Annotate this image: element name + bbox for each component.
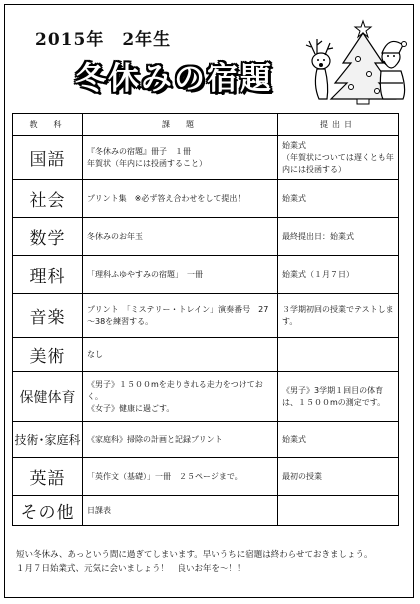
table-row <box>13 496 399 526</box>
header <box>5 5 415 115</box>
task-line: 《男子》１５００mを走りきれる走力をつけておく。 <box>87 379 263 401</box>
footer-message <box>16 548 402 576</box>
table-row <box>13 294 399 338</box>
subject-cell: その他 <box>13 496 83 526</box>
task-cell <box>83 294 278 338</box>
due-cell <box>278 338 399 372</box>
due-cell <box>278 294 399 338</box>
due-cell <box>278 136 399 180</box>
task-line: 《家庭科》掃除の計画と記録プリント <box>87 434 223 444</box>
task-line: プリント集 ※必ず答え合わせをして提出！ <box>87 193 246 203</box>
due-cell <box>278 458 399 496</box>
due-line: 始業式 <box>282 193 306 203</box>
subject-cell: 社会 <box>13 180 83 218</box>
due-line: 始業式 <box>282 434 306 444</box>
task-cell <box>83 338 278 372</box>
subject-cell: 保健体育 <box>13 372 83 422</box>
due-line: 最初の授業 <box>282 471 322 481</box>
reindeer-christmas-tree-santa-icon <box>303 19 409 105</box>
subject-cell: 数学 <box>13 218 83 256</box>
table-row <box>13 458 399 496</box>
task-line: 《女子》健康に過ごす。 <box>87 403 175 413</box>
due-cell <box>278 180 399 218</box>
subject-cell: 国語 <box>13 136 83 180</box>
subject-cell: 理科 <box>13 256 83 294</box>
due-line: 最終提出日：始業式 <box>282 231 354 241</box>
table-row <box>13 372 399 422</box>
due-line: 《男子》3学期１回目の体育は、１５００mの測定です。 <box>282 385 386 407</box>
footer-line: 短い冬休み、あっという間に過ぎてしまいます。早いうちに宿題は終わらせておきましょう。 <box>16 550 373 560</box>
due-cell <box>278 218 399 256</box>
subject-cell: 音楽 <box>13 294 83 338</box>
task-column-header: 課 題 <box>83 114 278 136</box>
subject-cell: 技術･家庭科 <box>13 422 83 458</box>
task-line: 「英作文（基礎）」一冊 ２５ページまで。 <box>87 471 243 481</box>
due-cell <box>278 256 399 294</box>
subject-cell: 美術 <box>13 338 83 372</box>
task-cell <box>83 256 278 294</box>
due-line: 始業式（１月７日） <box>282 269 354 279</box>
due-cell <box>278 372 399 422</box>
task-line: 日課表 <box>87 505 111 515</box>
table-row <box>13 256 399 294</box>
table-header-row <box>13 114 399 136</box>
task-line: 『冬休みの宿題』冊子 １冊 <box>87 146 191 156</box>
subject-cell: 英語 <box>13 458 83 496</box>
task-cell <box>83 458 278 496</box>
task-cell <box>83 218 278 256</box>
due-line: 始業式 <box>282 140 306 150</box>
task-cell <box>83 422 278 458</box>
table-row <box>13 422 399 458</box>
task-line: 「理科ふゆやすみの宿題」 一冊 <box>87 269 203 279</box>
task-cell <box>83 372 278 422</box>
due-cell <box>278 496 399 526</box>
due-line: （年賀状については遅くとも年内には投函する） <box>282 152 394 174</box>
due-column-header: 提出日 <box>278 114 399 136</box>
task-cell <box>83 136 278 180</box>
table-row <box>13 338 399 372</box>
task-cell <box>83 496 278 526</box>
task-line: 年賀状（年内には投函すること） <box>87 158 207 168</box>
subject-column-header: 教 科 <box>13 114 83 136</box>
year-grade-line: 2015年 2年生 <box>35 30 172 50</box>
task-line: プリント 「ミステリー・トレイン」演奏番号 27～38を練習する。 <box>87 304 269 326</box>
task-line: なし <box>87 349 103 359</box>
task-line: 冬休みのお年玉 <box>87 231 143 241</box>
table-row <box>13 180 399 218</box>
table-row <box>13 218 399 256</box>
footer-line: １月７日始業式、元気に会いましょう！ 良いお年を～！！ <box>16 564 246 574</box>
homework-table <box>12 113 399 526</box>
due-line: ３学期初回の授業でテストします。 <box>282 304 394 326</box>
table-row <box>13 136 399 180</box>
page-title: 冬休みの宿題 <box>75 61 273 97</box>
task-cell <box>83 180 278 218</box>
due-cell <box>278 422 399 458</box>
